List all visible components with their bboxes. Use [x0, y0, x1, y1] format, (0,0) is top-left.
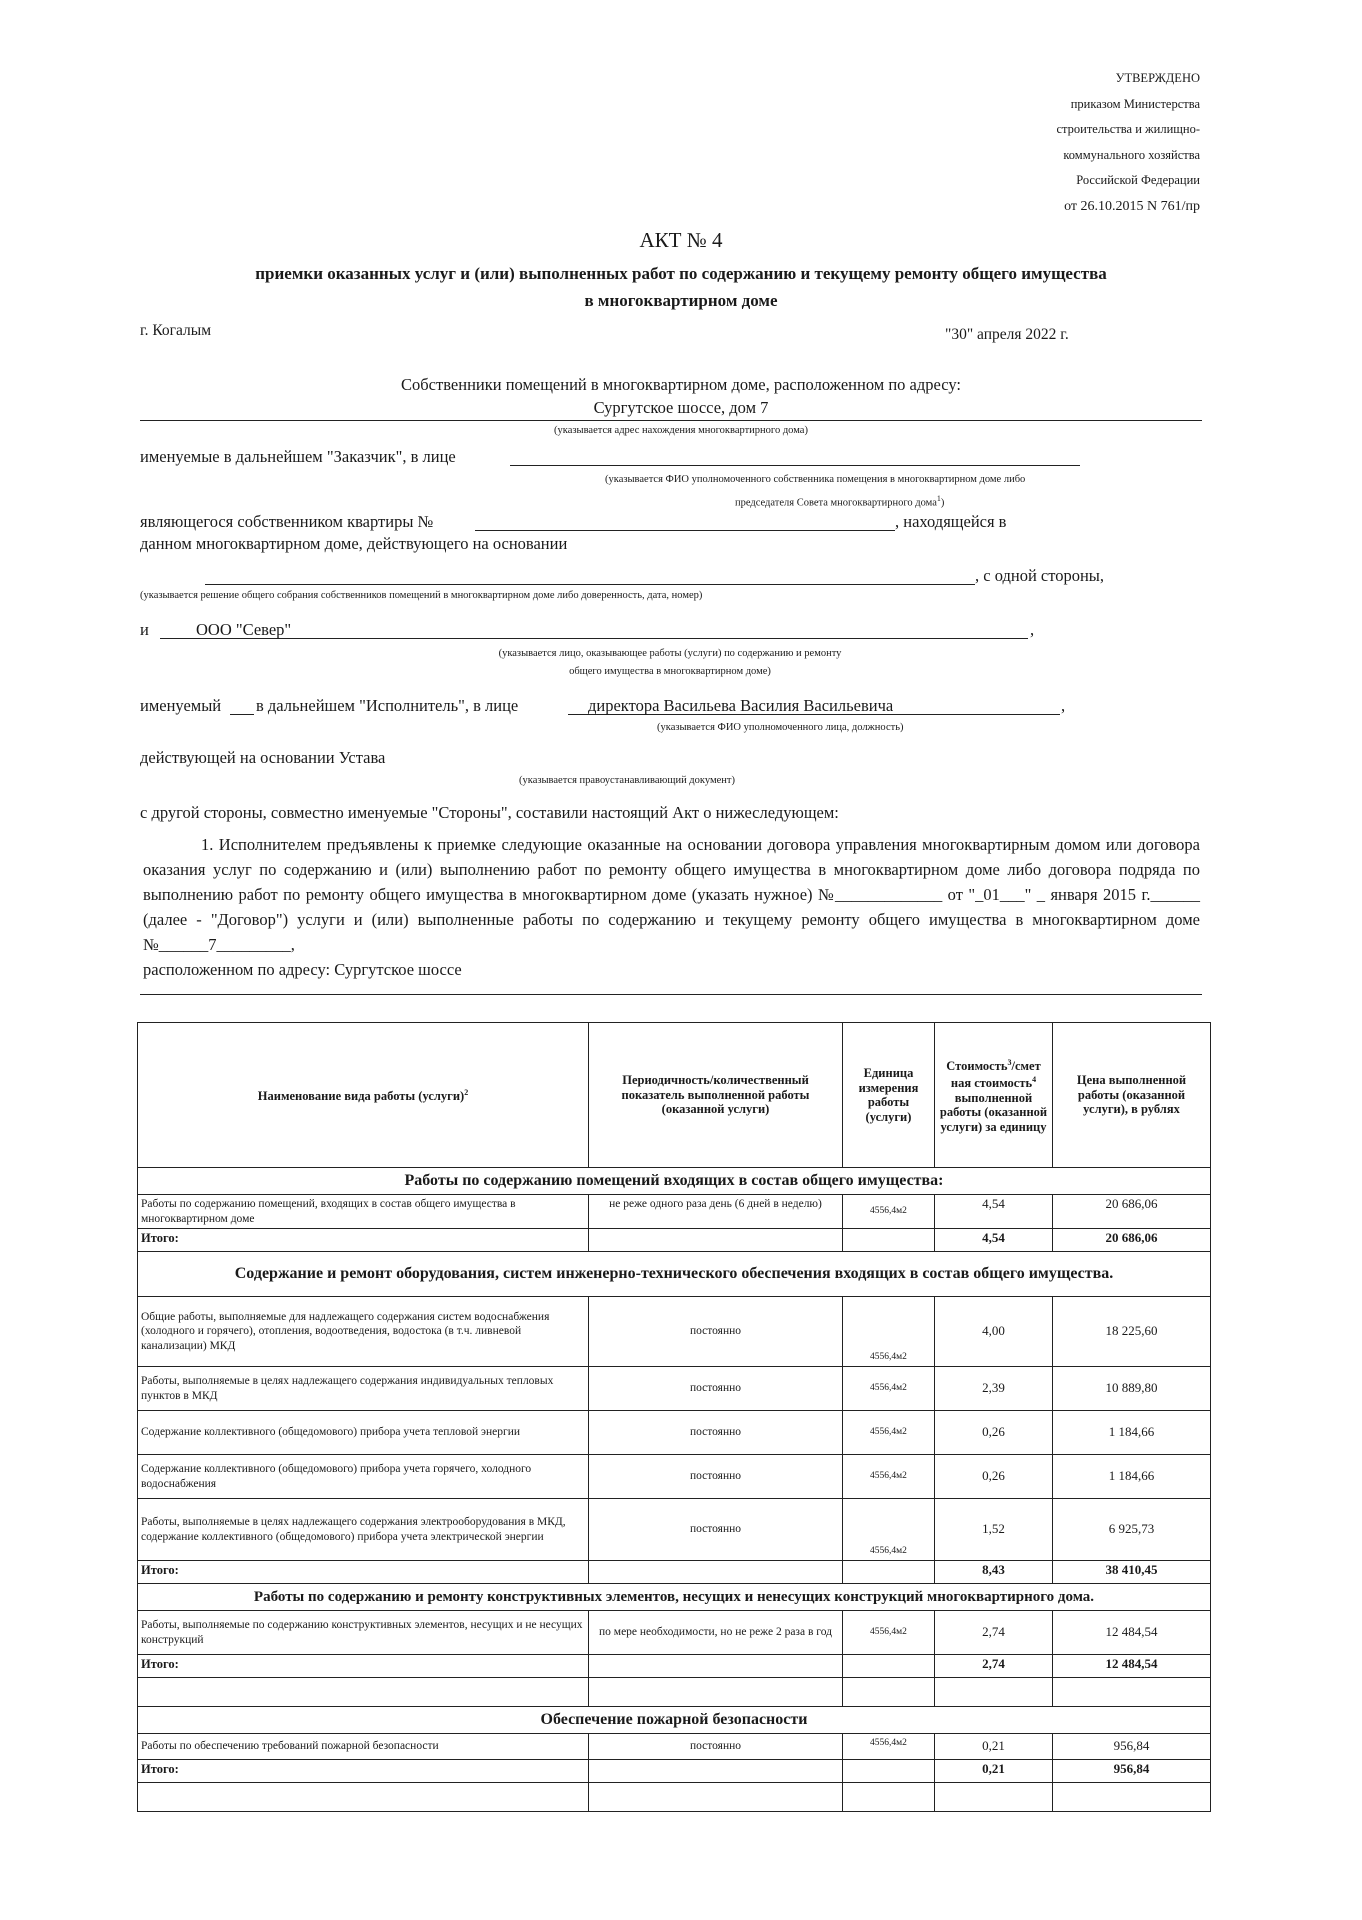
- approval-stamp: [1000, 66, 1200, 219]
- executor-line-b: в дальнейшем "Исполнитель", в лице: [256, 696, 519, 715]
- act-subtitle: [140, 260, 1222, 314]
- cell-cost: 2,74: [935, 1611, 1053, 1655]
- owner-line-c: данном многоквартирном доме, действующего на основании: [140, 534, 568, 553]
- cell-period: постоянно: [589, 1411, 843, 1455]
- cell-cost: 1,52: [935, 1499, 1053, 1561]
- section-title: Работы по содержанию помещений входящих в состав общего имущества:: [138, 1168, 1211, 1195]
- header-period: Периодичность/количественный показатель выполненной работы (оказанной услуги): [589, 1023, 843, 1168]
- total-label: Итого:: [138, 1760, 589, 1783]
- total-row: [138, 1655, 1211, 1678]
- address-hint: (указывается адрес нахождения многоквартирного дома): [554, 425, 808, 436]
- cell-price: 6 925,73: [1053, 1499, 1211, 1561]
- total-cost: 8,43: [935, 1561, 1053, 1584]
- section-row: [138, 1584, 1211, 1611]
- contractor-hint: (указывается лицо, оказывающее работы (услуги) по содержанию и ремонту: [498, 648, 842, 659]
- header-price: Цена выполненной работы (оказанной услуги), в рублях: [1053, 1023, 1211, 1168]
- section-title: Содержание и ремонт оборудования, систем инженерно-технического обеспечения входящих в состав общего имущества.: [138, 1252, 1211, 1297]
- customer-hint-2: председателя Совета многоквартирного дома$^1$): [735, 494, 945, 509]
- cell-price: 20 686,06: [1053, 1195, 1211, 1229]
- cell-price: 10 889,80: [1053, 1367, 1211, 1411]
- act-subtitle-line1: приемки оказанных услуг и (или) выполненных работ по содержанию и текущему ремонту общего имущества: [255, 264, 1107, 283]
- contractor-name: ООО "Север": [196, 620, 292, 639]
- table-row: [138, 1411, 1211, 1455]
- owner-line-b: , находящейся в: [895, 512, 1007, 531]
- cell-period: не реже одного раза день (6 дней в неделю): [589, 1195, 843, 1229]
- works-table: [137, 1022, 1211, 1812]
- act-title: АКТ № 4: [639, 228, 723, 252]
- total-cost: 0,21: [935, 1760, 1053, 1783]
- decision-hint: (указывается решение общего собрания собственников помещений в многоквартирном доме либо доверенность, дата, номер): [140, 590, 703, 601]
- cell-price: 956,84: [1053, 1734, 1211, 1760]
- cell-unit: 4556,4м2: [843, 1499, 935, 1561]
- cell-unit: 4556,4м2: [843, 1195, 935, 1229]
- approval-line: Российской Федерации: [1076, 173, 1200, 187]
- owners-intro: Собственники помещений в многоквартирном доме, расположенном по адресу:: [401, 375, 961, 394]
- table-row: [138, 1734, 1211, 1760]
- cell-name: Содержание коллективного (общедомового) прибора учета тепловой энергии: [138, 1411, 589, 1455]
- cell-name: Содержание коллективного (общедомового) прибора учета горячего, холодного водоснабжения: [138, 1455, 589, 1499]
- executor-person: директора Васильева Василия Васильевича: [588, 696, 894, 715]
- city: г. Когалым: [140, 322, 212, 339]
- section-row: [138, 1168, 1211, 1195]
- customer-hint: (указывается ФИО уполномоченного собственника помещения в многоквартирном доме либо: [605, 474, 1026, 485]
- header-cost: Стоимость$^3$/смет ная стоимость$^4$ выполненной работы (оказанной услуги) за единицу: [935, 1023, 1053, 1168]
- table-row: [138, 1367, 1211, 1411]
- cell-period: по мере необходимости, но не реже 2 раза в год: [589, 1611, 843, 1655]
- total-price: 956,84: [1053, 1760, 1211, 1783]
- cell-period: постоянно: [589, 1499, 843, 1561]
- total-label: Итого:: [138, 1561, 589, 1584]
- basis-hint: (указывается правоустанавливающий документ): [519, 775, 735, 786]
- total-row: [138, 1760, 1211, 1783]
- table-row: [138, 1499, 1211, 1561]
- section-row: [138, 1252, 1211, 1297]
- cell-unit: 4556,4м2: [843, 1734, 935, 1760]
- other-side: с другой стороны, совместно именуемые "Стороны", составили настоящий Акт о нижеследующем:: [140, 803, 839, 822]
- approval-line: коммунального хозяйства: [1063, 147, 1200, 162]
- acting-basis: действующей на основании Устава: [140, 748, 386, 767]
- owner-line: являющегося собственником квартиры №: [140, 512, 434, 531]
- section-title: Обеспечение пожарной безопасности: [138, 1707, 1211, 1734]
- cell-name: Работы по обеспечению требований пожарной безопасности: [138, 1734, 589, 1760]
- executor-hint: (указывается ФИО уполномоченного лица, должность): [657, 722, 904, 733]
- cell-period: постоянно: [589, 1297, 843, 1367]
- approval-line: УТВЕРЖДЕНО: [1115, 71, 1200, 85]
- cell-cost: 0,26: [935, 1455, 1053, 1499]
- executor-line: именуемый: [140, 696, 222, 715]
- approval-line: приказом Министерства: [1070, 96, 1200, 111]
- and-word: и: [140, 620, 149, 639]
- cell-period: постоянно: [589, 1734, 843, 1760]
- empty-row: [138, 1678, 1211, 1707]
- cell-cost: 0,26: [935, 1411, 1053, 1455]
- cell-name: Общие работы, выполняемые для надлежащего содержания систем водоснабжения (холодного и горячего), отопления, водоотведения, водостока (в т.ч. ливневой канализации) МКД: [138, 1297, 589, 1367]
- total-price: 38 410,45: [1053, 1561, 1211, 1584]
- act-date: "30" апреля 2022 г.: [945, 326, 1069, 343]
- total-label: Итого:: [138, 1229, 589, 1252]
- total-label: Итого:: [138, 1655, 589, 1678]
- cell-cost: 2,39: [935, 1367, 1053, 1411]
- paragraph-1: [143, 832, 1200, 982]
- table-header-row: [138, 1023, 1211, 1168]
- total-row: [138, 1229, 1211, 1252]
- cell-name: Работы, выполняемые в целях надлежащего содержания электрооборудования в МКД, содержание коллективного (общедомового) прибора учета электрической энергии: [138, 1499, 589, 1561]
- table-row: [138, 1195, 1211, 1229]
- cell-unit: 4556,4м2: [843, 1455, 935, 1499]
- table-row: [138, 1455, 1211, 1499]
- cell-unit: 4556,4м2: [843, 1611, 935, 1655]
- customer-line: именуемые в дальнейшем "Заказчик", в лице: [140, 447, 456, 466]
- contractor-hint-2: общего имущества в многоквартирном доме): [569, 666, 771, 677]
- cell-unit: 4556,4м2: [843, 1367, 935, 1411]
- cell-unit: 4556,4м2: [843, 1297, 935, 1367]
- header-name: Наименование вида работы (услуги)$^2$: [138, 1023, 589, 1168]
- cell-name: Работы, выполняемые в целях надлежащего содержания индивидуальных тепловых пунктов в МКД: [138, 1367, 589, 1411]
- table-row: [138, 1297, 1211, 1367]
- cell-cost: 4,00: [935, 1297, 1053, 1367]
- cell-name: Работы по содержанию помещений, входящих в состав общего имущества в многоквартирном доме: [138, 1195, 589, 1229]
- empty-row: [138, 1783, 1211, 1812]
- approval-line: строительства и жилищно-: [1056, 122, 1200, 136]
- paragraph-1-text: 1. Исполнителем предъявлены к приемке следующие оказанные на основании договора управления многоквартирным домом или договора оказания услуг по содержанию и (или) выполнению работ по ремонту общего имущества в многоквартирном доме либо договора подряда по выполнению работ по ремонту общего имущества в многоквартирном доме (указать нужное) №_____________ от "_01___" _ января 2015 г.______ (далее - "Договор") услуги и (или) выполненные работы по содержанию и текущему ремонту общего имущества в многоквартирном доме №______7_________,: [143, 835, 1200, 954]
- cell-period: постоянно: [589, 1455, 843, 1499]
- house-address: Сургутское шоссе, дом 7: [593, 398, 769, 417]
- total-cost: 2,74: [935, 1655, 1053, 1678]
- cell-unit: 4556,4м2: [843, 1411, 935, 1455]
- act-subtitle-line2: в многоквартирном доме: [584, 291, 778, 310]
- table-row: [138, 1611, 1211, 1655]
- cell-cost: 0,21: [935, 1734, 1053, 1760]
- total-row: [138, 1561, 1211, 1584]
- cell-period: постоянно: [589, 1367, 843, 1411]
- cell-price: 18 225,60: [1053, 1297, 1211, 1367]
- one-side: , с одной стороны,: [975, 566, 1105, 585]
- cell-price: 12 484,54: [1053, 1611, 1211, 1655]
- paragraph-1-end: расположенном по адресу: Сургутское шоссе: [143, 960, 462, 979]
- total-cost: 4,54: [935, 1229, 1053, 1252]
- total-price: 20 686,06: [1053, 1229, 1211, 1252]
- cell-price: 1 184,66: [1053, 1455, 1211, 1499]
- cell-name: Работы, выполняемые по содержанию конструктивных элементов, несущих и не несущих конструкций: [138, 1611, 589, 1655]
- cell-price: 1 184,66: [1053, 1411, 1211, 1455]
- section-row: [138, 1707, 1211, 1734]
- section-title: Работы по содержанию и ремонту конструктивных элементов, несущих и ненесущих конструкций многоквартирного дома.: [138, 1584, 1211, 1611]
- total-price: 12 484,54: [1053, 1655, 1211, 1678]
- approval-line: от 26.10.2015 N 761/пр: [1064, 198, 1200, 214]
- cell-cost: 4,54: [935, 1195, 1053, 1229]
- header-unit: Единица измерения работы (услуги): [843, 1023, 935, 1168]
